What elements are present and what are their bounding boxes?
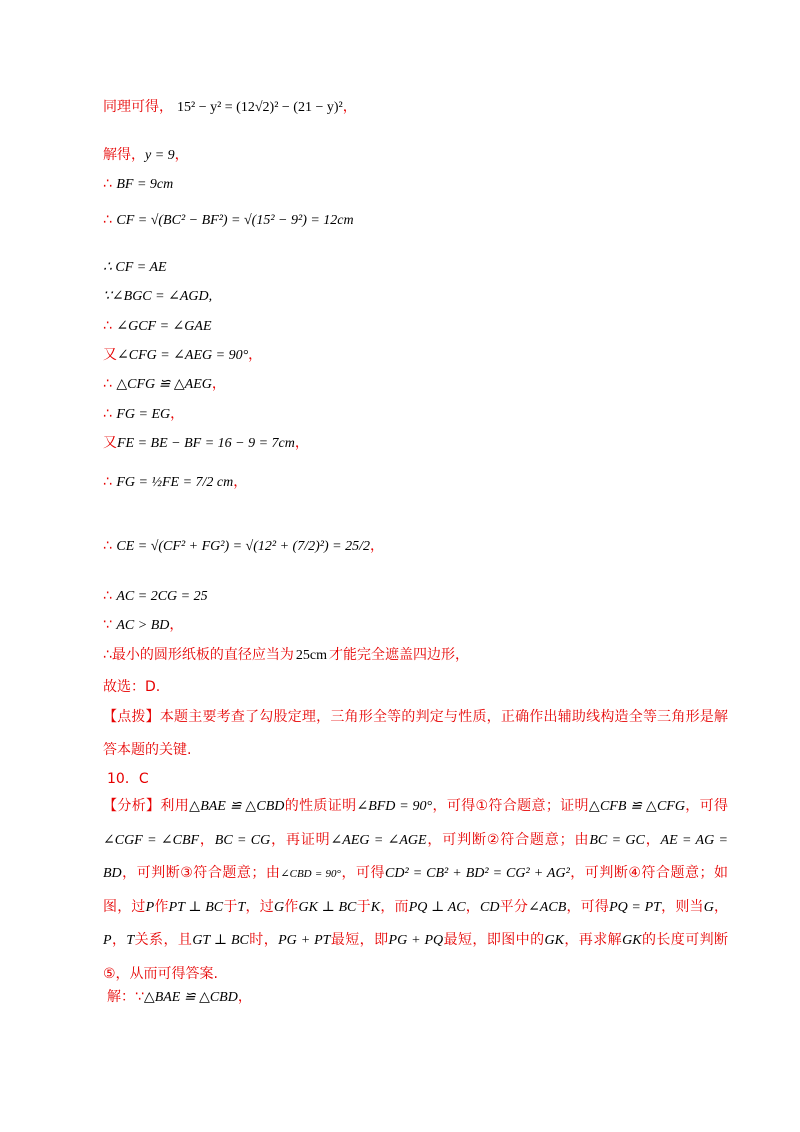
- line-angle-bgc: ∵∠BGC = ∠AGD,: [103, 289, 213, 304]
- question-number: 10．C: [107, 771, 149, 787]
- analysis-paragraph: 【分析】利用△BAE ≌ △CBD的性质证明∠BFD = 90°，可得①符合题意；证明△CFB ≌ △CFG，可得∠CGF = ∠CBF，BC = CG，再证明∠AEG = ∠AGE，可判断②符合题意；由BC = GC，AE = AG = BD，可判断③符合题意；由∠CBD = 90°，可得CD² = CB² + BD² = CG² + AG²，可判断④符合题意；如图，过P作PT ⊥ BC于T，过G作GK ⊥ BC于K，而PQ ⊥ AC，CD平分∠ACB，可得PQ = PT，则当G，P，T关系，且GT ⊥ BC时，PG + PT最短，即PG + PQ最短，即图中的GK，再求解GK的长度可判断⑤，从而可得答案.: [103, 798, 729, 982]
- note-paragraph: 【点拨】本题主要考查了勾股定理，三角形全等的判定与性质，正确作出辅助线构造全等三角形是解答本题的关键.: [103, 709, 728, 758]
- line-ce: ∴ CE = √(CF² + FG²) = √(12² + (7/2)²) = 25/2，: [103, 538, 384, 554]
- line-fe: 又FE = BE − BF = 16 − 9 = 7cm，: [103, 435, 309, 451]
- line-answer-choice: 故选：D.: [103, 679, 161, 695]
- line-fg-eg: ∴ FG = EG，: [103, 406, 185, 422]
- line-angle-cfg: 又∠CFG = ∠AEG = 90°，: [103, 347, 263, 363]
- solution-line: 解：∵△BAE ≌ △CBD，: [107, 989, 252, 1005]
- line-conclusion: ∴最小的圆形纸板的直径应当为 25cm 才能完全遮盖四边形，: [103, 647, 470, 663]
- line-bf: ∴ BF = 9cm: [103, 176, 174, 192]
- line-angle-gcf: ∴ ∠GCF = ∠GAE: [103, 318, 212, 334]
- line-ac: ∴ AC = 2CG = 25: [103, 588, 208, 604]
- line-ac-bd: ∵ AC > BD，: [103, 617, 184, 633]
- line-solve-y: 解得，y = 9，: [103, 147, 189, 163]
- line-similar-equation: 同理可得， 15² − y² = (12√2)² − (21 − y)²，: [103, 99, 357, 115]
- line-cf: ∴ CF = √(BC² − BF²) = √(15² − 9²) = 12cm: [103, 212, 354, 228]
- line-cf-ae: ∴ CF = AE: [103, 260, 167, 275]
- line-fg-value: ∴ FG = ½FE = 7/2 cm，: [103, 474, 248, 490]
- line-congruent: ∴ △CFG ≌ △AEG，: [103, 376, 226, 392]
